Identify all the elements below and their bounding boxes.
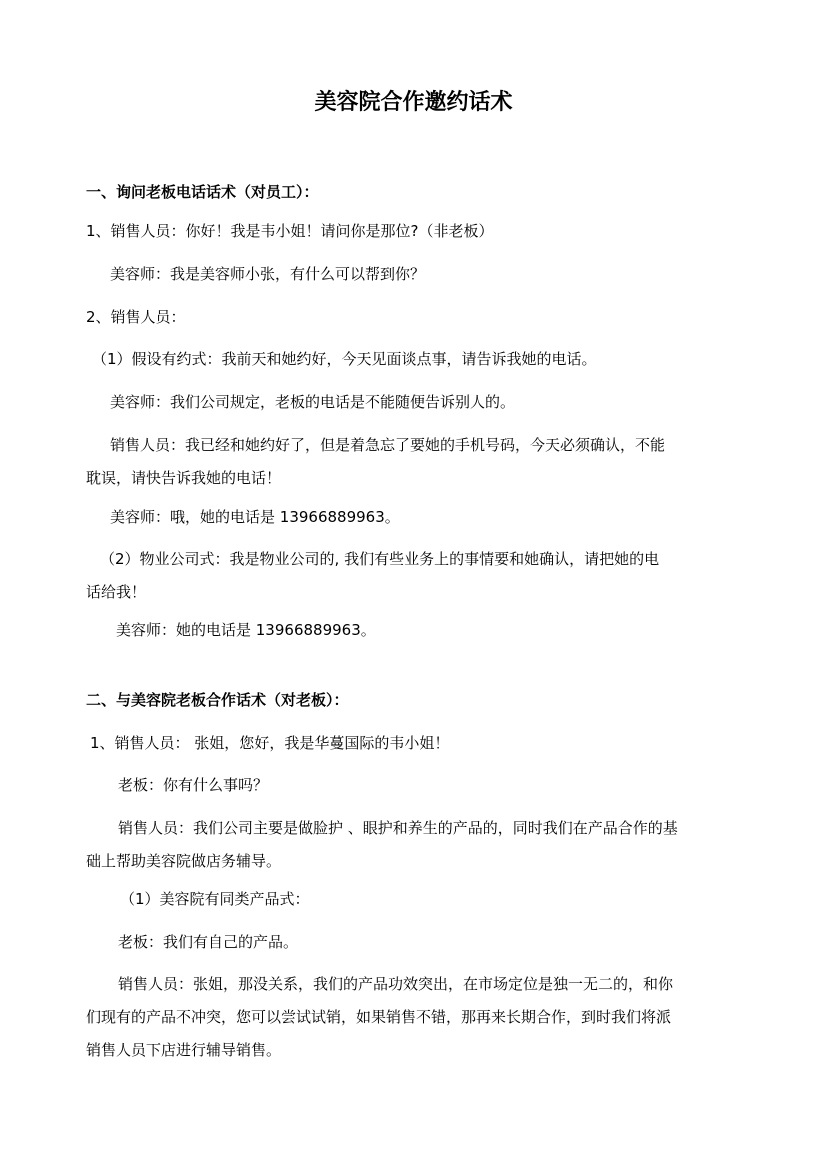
paragraph: 1、销售人员： 张姐，您好，我是华蔓国际的韦小姐！ — [90, 734, 450, 752]
paragraph-line: 销售人员下店进行辅导销售。 — [86, 1041, 282, 1059]
section2-heading: 二、与美容院老板合作话术（对老板）： — [86, 691, 349, 709]
paragraph-line: 销售人员：张姐，那没关系，我们的产品功效突出，在市场定位是独一无二的，和你 — [118, 975, 674, 993]
paragraph-line: 础上帮助美容院做店务辅导。 — [86, 852, 282, 870]
paragraph-line: 话给我！ — [86, 583, 147, 601]
paragraph: 美容师：我们公司规定，老板的电话是不能随便告诉别人的。 — [110, 393, 516, 411]
paragraph-line: 耽误，请快告诉我她的电话！ — [86, 469, 282, 487]
paragraph: 2、销售人员： — [86, 308, 186, 326]
paragraph-multiline — [86, 433, 748, 499]
paragraph-multiline — [86, 547, 748, 613]
paragraph: 美容师：我是美容师小张，有什么可以帮到你？ — [110, 265, 426, 283]
document-title: 美容院合作邀约话术 — [314, 90, 513, 115]
paragraph: 老板：我们有自己的产品。 — [118, 933, 299, 951]
paragraph-line: （2）物业公司式：我是物业公司的, 我们有些业务上的事情要和她确认，请把她的电 — [100, 550, 660, 568]
paragraph-multiline — [86, 972, 748, 1071]
paragraph: （1）假设有约式：我前天和她约好，今天见面谈点事，请告诉我她的电话。 — [92, 350, 597, 368]
paragraph-multiline — [86, 816, 748, 882]
paragraph-line: 销售人员：我们公司主要是做脸护 、眼护和养生的产品的，同时我们在产品合作的基 — [118, 819, 678, 837]
paragraph: 美容师：她的电话是 13966889963。 — [116, 621, 376, 639]
paragraph: 老板：你有什么事吗？ — [118, 776, 269, 794]
section1-heading: 一、询问老板电话话术（对员工）： — [86, 183, 319, 201]
paragraph: （1）美容院有同类产品式： — [120, 890, 310, 908]
paragraph-line: 销售人员：我已经和她约好了，但是着急忘了要她的手机号码，今天必须确认，不能 — [110, 436, 666, 454]
paragraph: 1、销售人员：你好！我是韦小姐！请问你是那位?（非老板） — [86, 222, 494, 240]
paragraph-line: 们现有的产品不冲突，您可以尝试试销，如果销售不错，那再来长期合作，到时我们将派 — [86, 1008, 672, 1026]
paragraph: 美容师：哦，她的电话是 13966889963。 — [110, 508, 400, 526]
